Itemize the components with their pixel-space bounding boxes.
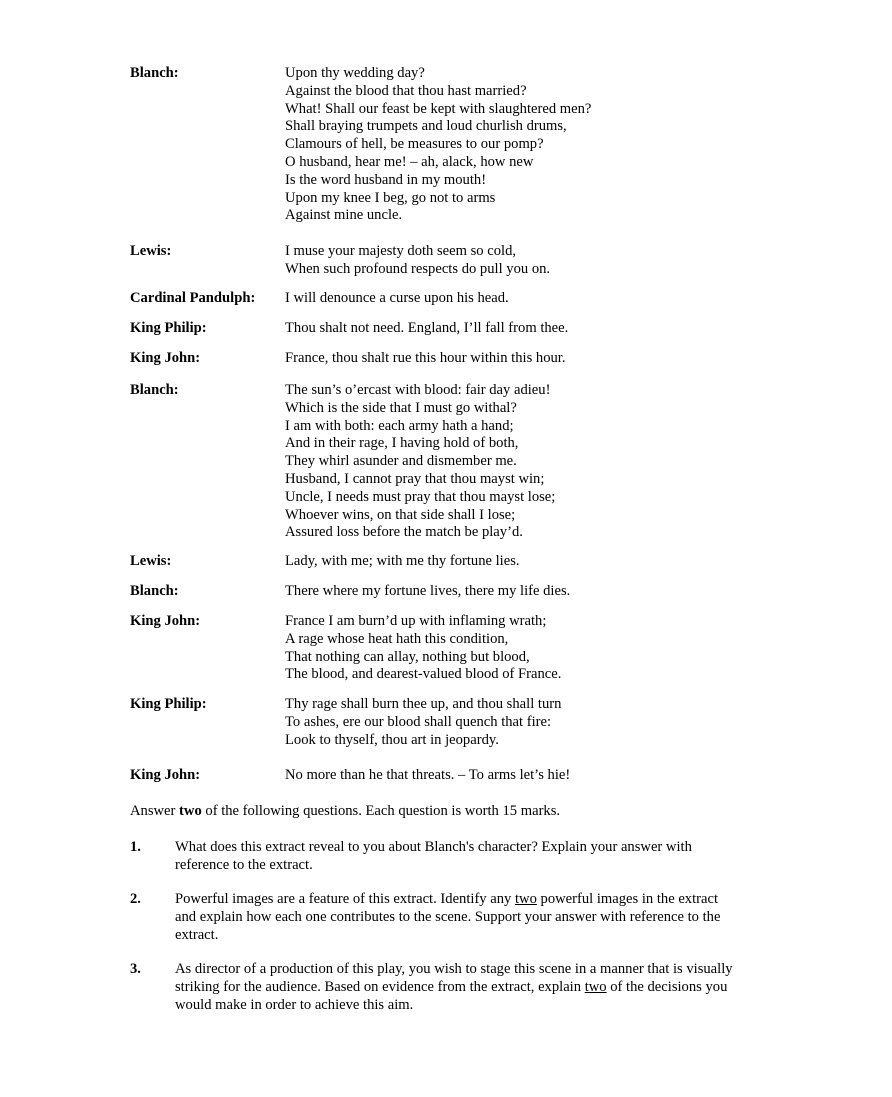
speech-lines (285, 553, 765, 571)
question-text (175, 838, 740, 874)
speech-lines (285, 382, 765, 542)
verse-line: Which is the side that I must go withal? (285, 399, 517, 416)
speech-lines (285, 290, 765, 308)
verse-line: The blood, and dearest-valued blood of France. (285, 666, 562, 683)
verse-line: France I am burn’d up with inflaming wrath; (285, 613, 547, 629)
verse-line: Thy rage shall burn thee up, and thou shall turn (285, 696, 562, 712)
verse-line: O husband, hear me! – ah, alack, how new (285, 153, 534, 170)
question-text (175, 890, 740, 944)
verse-line: Against the blood that thou hast married? (285, 82, 527, 99)
verse-line: That nothing can allay, nothing but blood, (285, 648, 530, 665)
speech-lines (285, 65, 765, 225)
verse-line: Husband, I cannot pray that thou mayst win; (285, 470, 545, 487)
question-text-part: of the decisions you would make in order to achieve this aim. (175, 979, 728, 1013)
verse-line: I will denounce a curse upon his head. (285, 290, 509, 306)
verse-line: Upon thy wedding day? (285, 65, 425, 81)
speaker-name: Blanch: (130, 65, 179, 81)
verse-line: Assured loss before the match be play’d. (285, 524, 523, 541)
verse-line: No more than he that threats. – To arms let’s hie! (285, 767, 571, 783)
verse-line: I muse your majesty doth seem so cold, (285, 243, 517, 259)
verse-line: Thou shalt not need. England, I’ll fall from thee. (285, 320, 569, 336)
verse-line: Shall braying trumpets and loud churlish drums, (285, 118, 567, 135)
verse-line: There where my fortune lives, there my life dies. (285, 583, 571, 599)
speaker-name: King John: (130, 767, 201, 783)
speaker-name: Lewis: (130, 553, 172, 569)
verse-line: Lady, with me; with me thy fortune lies. (285, 553, 520, 569)
speech-lines (285, 583, 765, 601)
speaker-name: King John: (130, 350, 201, 366)
speaker-name: Lewis: (130, 243, 172, 259)
verse-line: Is the word husband in my mouth! (285, 171, 487, 188)
question-instructions (130, 802, 560, 820)
question-text-part: What does this extract reveal to you about Blanch's character? Explain your answer with reference to the extract. (175, 839, 692, 873)
speaker-name: King Philip: (130, 320, 207, 336)
verse-line: When such profound respects do pull you on. (285, 260, 551, 277)
verse-line: France, thou shalt rue this hour within this hour. (285, 350, 566, 366)
question-text-part: powerful images in the extract and explain how each one contributes to the scene. Support your answer with reference to the extract. (175, 891, 721, 943)
verse-line: I am with both: each army hath a hand; (285, 417, 514, 434)
verse-line: Clamours of hell, be measures to our pomp? (285, 136, 544, 153)
speaker-name: Cardinal Pandulph: (130, 290, 256, 306)
verse-line: And in their rage, I having hold of both, (285, 435, 519, 452)
verse-line: Uncle, I needs must pray that thou mayst lose; (285, 488, 556, 505)
verse-line: They whirl asunder and dismember me. (285, 453, 517, 470)
verse-line: Upon my knee I beg, go not to arms (285, 189, 496, 206)
speech-lines (285, 767, 765, 785)
verse-line: Look to thyself, thou art in jeopardy. (285, 731, 499, 748)
speaker-name: Blanch: (130, 382, 179, 398)
speaker-name: King John: (130, 613, 201, 629)
verse-line: To ashes, ere our blood shall quench that fire: (285, 713, 552, 730)
speaker-name: King Philip: (130, 696, 207, 712)
instructions-emphasis: two (179, 803, 202, 819)
verse-line: A rage whose heat hath this condition, (285, 630, 509, 647)
verse-line: The sun’s o’ercast with blood: fair day adieu! (285, 382, 551, 398)
question-text (175, 960, 740, 1014)
underlined-emphasis: two (584, 979, 607, 995)
question-number: 1. (130, 839, 141, 855)
verse-line: Whoever wins, on that side shall I lose; (285, 506, 516, 523)
question-number: 3. (130, 961, 141, 977)
verse-line: Against mine uncle. (285, 207, 403, 224)
underlined-emphasis: two (514, 891, 537, 907)
speech-lines (285, 320, 765, 338)
speech-lines (285, 350, 765, 368)
instructions-text-end: of the following questions. Each question is worth 15 marks. (201, 803, 561, 819)
verse-line: What! Shall our feast be kept with slaughtered men? (285, 100, 592, 117)
speech-lines (285, 696, 765, 749)
question-text-part: As director of a production of this play, you wish to stage this scene in a manner that is visually striking for the audience. Based on evidence from the extract, explain (175, 961, 733, 995)
instructions-text-start: Answer (130, 803, 180, 819)
question-text-part: Powerful images are a feature of this extract. Identify any (175, 891, 515, 907)
speech-lines (285, 243, 765, 279)
speech-lines (285, 613, 765, 684)
question-number: 2. (130, 891, 141, 907)
speaker-name: Blanch: (130, 583, 179, 599)
